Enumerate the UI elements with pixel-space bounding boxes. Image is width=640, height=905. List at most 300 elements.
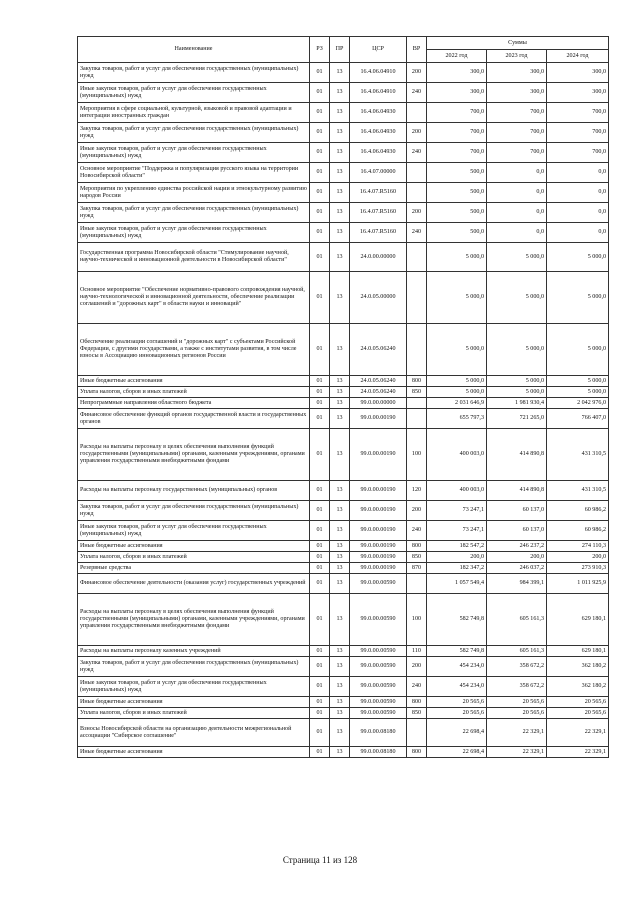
row-pr: 13 — [330, 324, 350, 376]
row-csr: 24.0.05.06240 — [350, 387, 407, 398]
header-rz: РЗ — [310, 37, 330, 63]
row-sum-2024: 274 110,3 — [547, 541, 609, 552]
row-csr: 99.0.00.00590 — [350, 594, 407, 646]
row-name: Государственная программа Новосибирской области "Стимулирование научной, научно-технической и инновационной деятельности в Новосибирской области" — [78, 243, 310, 272]
row-vr — [407, 103, 427, 123]
row-pr: 13 — [330, 123, 350, 143]
row-csr: 99.0.00.00190 — [350, 501, 407, 521]
table-row — [78, 646, 609, 657]
row-name: Иные бюджетные ассигнования — [78, 697, 310, 708]
row-sum-2022: 20 565,6 — [427, 697, 487, 708]
row-vr: 240 — [407, 83, 427, 103]
row-sum-2024: 431 310,5 — [547, 429, 609, 481]
row-sum-2024: 700,0 — [547, 123, 609, 143]
row-vr: 100 — [407, 429, 427, 481]
row-sum-2024: 22 329,1 — [547, 719, 609, 747]
row-pr: 13 — [330, 203, 350, 223]
row-sum-2022: 500,0 — [427, 203, 487, 223]
row-sum-2024: 60 986,2 — [547, 521, 609, 541]
row-sum-2022: 5 000,0 — [427, 243, 487, 272]
row-pr: 13 — [330, 747, 350, 758]
row-vr — [407, 719, 427, 747]
row-csr: 24.0.00.00000 — [350, 243, 407, 272]
row-sum-2024: 0,0 — [547, 203, 609, 223]
row-csr: 16.4.07.00000 — [350, 163, 407, 183]
row-vr — [407, 183, 427, 203]
row-pr: 13 — [330, 103, 350, 123]
row-name: Расходы на выплаты персоналу в целях обеспечения выполнения функций государственными (муниципальными) органами, казенными учреждениями, органами управления государственными внебюджетными фондами — [78, 594, 310, 646]
row-sum-2023: 700,0 — [487, 123, 547, 143]
row-pr: 13 — [330, 387, 350, 398]
row-vr: 850 — [407, 552, 427, 563]
row-pr: 13 — [330, 243, 350, 272]
row-vr: 800 — [407, 747, 427, 758]
row-rz: 01 — [310, 574, 330, 594]
budget-table — [77, 36, 609, 758]
row-name: Закупка товаров, работ и услуг для обеспечения государственных (муниципальных) нужд — [78, 63, 310, 83]
row-sum-2023: 200,0 — [487, 552, 547, 563]
row-name: Уплата налогов, сборов и иных платежей — [78, 552, 310, 563]
row-sum-2024: 5 000,0 — [547, 376, 609, 387]
row-csr: 16.4.06.04930 — [350, 103, 407, 123]
row-sum-2022: 400 003,0 — [427, 429, 487, 481]
row-sum-2023: 20 565,6 — [487, 697, 547, 708]
row-sum-2022: 182 547,2 — [427, 541, 487, 552]
row-sum-2023: 246 037,2 — [487, 563, 547, 574]
row-sum-2022: 5 000,0 — [427, 387, 487, 398]
row-name: Основное мероприятие "Поддержка и популяризация русского языка на территории Новосибирской области" — [78, 163, 310, 183]
row-pr: 13 — [330, 521, 350, 541]
table-row — [78, 563, 609, 574]
row-rz: 01 — [310, 409, 330, 429]
row-rz: 01 — [310, 143, 330, 163]
row-sum-2023: 20 565,6 — [487, 708, 547, 719]
row-name: Непрограммные направления областного бюджета — [78, 398, 310, 409]
row-rz: 01 — [310, 243, 330, 272]
row-name: Финансовое обеспечение функций органов государственной власти и государственных органов — [78, 409, 310, 429]
row-rz: 01 — [310, 103, 330, 123]
row-sum-2022: 454 234,0 — [427, 657, 487, 677]
row-pr: 13 — [330, 409, 350, 429]
row-sum-2024: 362 180,2 — [547, 677, 609, 697]
row-sum-2023: 358 672,2 — [487, 677, 547, 697]
header-year-2022: 2022 год — [427, 50, 487, 63]
row-name: Иные бюджетные ассигнования — [78, 747, 310, 758]
row-vr: 240 — [407, 223, 427, 243]
row-sum-2023: 414 890,8 — [487, 429, 547, 481]
row-csr: 16.4.06.04930 — [350, 123, 407, 143]
row-name: Мероприятия в сфере социальной, культурной, языковой и правовой адаптации и интеграции иностранных граждан — [78, 103, 310, 123]
row-pr: 13 — [330, 272, 350, 324]
row-rz: 01 — [310, 324, 330, 376]
table-body — [78, 63, 609, 758]
row-pr: 13 — [330, 223, 350, 243]
header-sums: Суммы — [427, 37, 609, 50]
row-sum-2023: 414 890,8 — [487, 481, 547, 501]
row-sum-2024: 0,0 — [547, 163, 609, 183]
row-csr: 99.0.00.00190 — [350, 552, 407, 563]
row-pr: 13 — [330, 594, 350, 646]
row-pr: 13 — [330, 398, 350, 409]
row-sum-2022: 655 797,3 — [427, 409, 487, 429]
row-name: Основное мероприятие "Обеспечение нормативно-правового сопровождения научной, научно-технологической и инновационной деятельности, обеспечение реализации соглашений и "дорожных карт" в области науки и инноваций" — [78, 272, 310, 324]
row-name: Обеспечение реализации соглашений и "дорожных карт" с субъектами Российской Федерации, с другими государствами, а также с институтами развития, в том числе взносы в Ассоциацию инновационных регионов России — [78, 324, 310, 376]
row-sum-2023: 0,0 — [487, 223, 547, 243]
row-rz: 01 — [310, 398, 330, 409]
row-vr: 240 — [407, 143, 427, 163]
row-sum-2023: 5 000,0 — [487, 272, 547, 324]
row-rz: 01 — [310, 203, 330, 223]
row-sum-2023: 984 399,1 — [487, 574, 547, 594]
row-sum-2022: 22 698,4 — [427, 719, 487, 747]
row-pr: 13 — [330, 63, 350, 83]
row-sum-2024: 20 565,6 — [547, 697, 609, 708]
row-vr: 100 — [407, 594, 427, 646]
row-name: Расходы на выплаты персоналу казенных учреждений — [78, 646, 310, 657]
row-csr: 99.0.00.08180 — [350, 719, 407, 747]
row-sum-2024: 5 000,0 — [547, 272, 609, 324]
row-name: Иные закупки товаров, работ и услуг для обеспечения государственных (муниципальных) нужд — [78, 223, 310, 243]
row-csr: 16.4.06.04910 — [350, 63, 407, 83]
row-pr: 13 — [330, 501, 350, 521]
table-row — [78, 521, 609, 541]
row-vr — [407, 324, 427, 376]
header-year-2023: 2023 год — [487, 50, 547, 63]
row-sum-2022: 700,0 — [427, 103, 487, 123]
row-sum-2022: 200,0 — [427, 552, 487, 563]
row-rz: 01 — [310, 501, 330, 521]
row-vr: 850 — [407, 708, 427, 719]
row-sum-2022: 582 749,8 — [427, 646, 487, 657]
row-sum-2024: 0,0 — [547, 183, 609, 203]
row-rz: 01 — [310, 677, 330, 697]
row-sum-2022: 500,0 — [427, 223, 487, 243]
row-sum-2022: 582 749,8 — [427, 594, 487, 646]
row-sum-2022: 700,0 — [427, 143, 487, 163]
table-row — [78, 541, 609, 552]
row-csr: 24.0.05.00000 — [350, 272, 407, 324]
row-sum-2023: 22 329,1 — [487, 747, 547, 758]
row-sum-2023: 5 000,0 — [487, 376, 547, 387]
row-rz: 01 — [310, 521, 330, 541]
row-vr: 800 — [407, 697, 427, 708]
row-csr: 16.4.07.R5160 — [350, 203, 407, 223]
row-sum-2023: 246 237,2 — [487, 541, 547, 552]
row-rz: 01 — [310, 552, 330, 563]
row-name: Взносы Новосибирской области на организацию деятельности межрегиональной ассоциации "Сибирское соглашение" — [78, 719, 310, 747]
row-sum-2022: 700,0 — [427, 123, 487, 143]
row-rz: 01 — [310, 541, 330, 552]
row-sum-2024: 200,0 — [547, 552, 609, 563]
table-row — [78, 123, 609, 143]
row-pr: 13 — [330, 657, 350, 677]
row-rz: 01 — [310, 481, 330, 501]
row-sum-2022: 73 247,1 — [427, 521, 487, 541]
row-sum-2023: 300,0 — [487, 63, 547, 83]
table-row — [78, 708, 609, 719]
row-vr: 200 — [407, 123, 427, 143]
table-row — [78, 143, 609, 163]
row-sum-2024: 362 180,2 — [547, 657, 609, 677]
row-sum-2024: 629 180,1 — [547, 594, 609, 646]
row-pr: 13 — [330, 429, 350, 481]
row-csr: 16.4.06.04910 — [350, 83, 407, 103]
row-rz: 01 — [310, 223, 330, 243]
table-row — [78, 501, 609, 521]
row-rz: 01 — [310, 63, 330, 83]
row-name: Финансовое обеспечение деятельности (оказания услуг) государственных учреждений — [78, 574, 310, 594]
row-vr: 240 — [407, 521, 427, 541]
table-row — [78, 203, 609, 223]
header-pr: ПР — [330, 37, 350, 63]
header-csr: ЦСР — [350, 37, 407, 63]
row-sum-2024: 0,0 — [547, 223, 609, 243]
table-row — [78, 747, 609, 758]
table-row — [78, 387, 609, 398]
row-rz: 01 — [310, 563, 330, 574]
table-row — [78, 657, 609, 677]
header-year-2024: 2024 год — [547, 50, 609, 63]
row-name: Резервные средства — [78, 563, 310, 574]
row-name: Закупка товаров, работ и услуг для обеспечения государственных (муниципальных) нужд — [78, 123, 310, 143]
row-csr: 99.0.00.00190 — [350, 541, 407, 552]
row-sum-2022: 20 565,6 — [427, 708, 487, 719]
row-rz: 01 — [310, 697, 330, 708]
row-sum-2024: 431 310,5 — [547, 481, 609, 501]
row-csr: 24.0.05.06240 — [350, 376, 407, 387]
row-pr: 13 — [330, 481, 350, 501]
row-sum-2022: 73 247,1 — [427, 501, 487, 521]
row-rz: 01 — [310, 163, 330, 183]
row-name: Иные бюджетные ассигнования — [78, 541, 310, 552]
row-name: Расходы на выплаты персоналу государственных (муниципальных) органов — [78, 481, 310, 501]
table-row — [78, 223, 609, 243]
table-row — [78, 677, 609, 697]
row-sum-2024: 5 000,0 — [547, 243, 609, 272]
row-name: Мероприятия по укреплению единства российской нации и этнокультурному развитию народов России — [78, 183, 310, 203]
row-sum-2023: 0,0 — [487, 203, 547, 223]
row-sum-2024: 300,0 — [547, 63, 609, 83]
row-sum-2024: 273 910,3 — [547, 563, 609, 574]
table-row — [78, 697, 609, 708]
table-row — [78, 324, 609, 376]
row-name: Закупка товаров, работ и услуг для обеспечения государственных (муниципальных) нужд — [78, 657, 310, 677]
row-rz: 01 — [310, 747, 330, 758]
row-rz: 01 — [310, 183, 330, 203]
table-row — [78, 719, 609, 747]
row-sum-2022: 22 698,4 — [427, 747, 487, 758]
row-vr — [407, 574, 427, 594]
table-row — [78, 594, 609, 646]
row-rz: 01 — [310, 387, 330, 398]
table-row — [78, 243, 609, 272]
row-pr: 13 — [330, 143, 350, 163]
row-name: Уплата налогов, сборов и иных платежей — [78, 387, 310, 398]
table-row — [78, 574, 609, 594]
table-row — [78, 409, 609, 429]
header-vr: ВР — [407, 37, 427, 63]
row-pr: 13 — [330, 83, 350, 103]
row-sum-2023: 5 000,0 — [487, 243, 547, 272]
row-name: Иные закупки товаров, работ и услуг для обеспечения государственных (муниципальных) нужд — [78, 143, 310, 163]
page-footer: Страница 11 из 128 — [282, 855, 358, 865]
row-sum-2024: 5 000,0 — [547, 387, 609, 398]
row-name: Иные закупки товаров, работ и услуг для обеспечения государственных (муниципальных) нужд — [78, 521, 310, 541]
row-sum-2023: 60 137,0 — [487, 521, 547, 541]
row-sum-2024: 766 407,0 — [547, 409, 609, 429]
row-vr: 240 — [407, 677, 427, 697]
row-sum-2023: 605 161,3 — [487, 594, 547, 646]
row-pr: 13 — [330, 183, 350, 203]
table-row — [78, 429, 609, 481]
row-sum-2022: 5 000,0 — [427, 272, 487, 324]
row-sum-2023: 300,0 — [487, 83, 547, 103]
row-rz: 01 — [310, 376, 330, 387]
row-vr: 800 — [407, 376, 427, 387]
row-vr: 870 — [407, 563, 427, 574]
row-rz: 01 — [310, 123, 330, 143]
table-row — [78, 272, 609, 324]
row-csr: 99.0.00.00590 — [350, 697, 407, 708]
row-rz: 01 — [310, 657, 330, 677]
row-pr: 13 — [330, 708, 350, 719]
row-pr: 13 — [330, 563, 350, 574]
row-sum-2024: 300,0 — [547, 83, 609, 103]
table-row — [78, 183, 609, 203]
row-sum-2022: 5 000,0 — [427, 376, 487, 387]
row-pr: 13 — [330, 552, 350, 563]
row-rz: 01 — [310, 646, 330, 657]
row-name: Уплата налогов, сборов и иных платежей — [78, 708, 310, 719]
row-sum-2022: 2 031 646,9 — [427, 398, 487, 409]
row-sum-2024: 22 329,1 — [547, 747, 609, 758]
table-row — [78, 376, 609, 387]
row-sum-2022: 182 347,2 — [427, 563, 487, 574]
row-vr: 200 — [407, 657, 427, 677]
row-pr: 13 — [330, 646, 350, 657]
row-rz: 01 — [310, 594, 330, 646]
row-sum-2022: 454 234,0 — [427, 677, 487, 697]
row-csr: 99.0.00.00590 — [350, 708, 407, 719]
row-sum-2023: 22 329,1 — [487, 719, 547, 747]
row-name: Закупка товаров, работ и услуг для обеспечения государственных (муниципальных) нужд — [78, 501, 310, 521]
row-rz: 01 — [310, 429, 330, 481]
row-name: Расходы на выплаты персоналу в целях обеспечения выполнения функций государственными (муниципальными) органами, казенными учреждениями, органами управления государственными внебюджетными фондами — [78, 429, 310, 481]
row-sum-2023: 60 137,0 — [487, 501, 547, 521]
row-sum-2023: 0,0 — [487, 183, 547, 203]
table-row — [78, 552, 609, 563]
row-csr: 24.0.05.06240 — [350, 324, 407, 376]
table-row — [78, 163, 609, 183]
table-row — [78, 83, 609, 103]
row-sum-2023: 5 000,0 — [487, 387, 547, 398]
row-csr: 99.0.00.00190 — [350, 409, 407, 429]
row-vr: 200 — [407, 501, 427, 521]
row-sum-2023: 5 000,0 — [487, 324, 547, 376]
row-sum-2022: 500,0 — [427, 163, 487, 183]
row-csr: 99.0.00.00190 — [350, 429, 407, 481]
row-vr: 120 — [407, 481, 427, 501]
row-rz: 01 — [310, 272, 330, 324]
row-csr: 99.0.00.00190 — [350, 563, 407, 574]
header-name: Наименование — [78, 37, 310, 63]
row-sum-2024: 20 565,6 — [547, 708, 609, 719]
row-sum-2024: 5 000,0 — [547, 324, 609, 376]
row-sum-2023: 700,0 — [487, 103, 547, 123]
row-sum-2022: 300,0 — [427, 83, 487, 103]
row-name: Иные закупки товаров, работ и услуг для обеспечения государственных (муниципальных) нужд — [78, 83, 310, 103]
row-sum-2022: 400 003,0 — [427, 481, 487, 501]
row-csr: 16.4.07.R5160 — [350, 223, 407, 243]
table-row — [78, 63, 609, 83]
row-csr: 99.0.00.00190 — [350, 481, 407, 501]
row-csr: 99.0.00.00590 — [350, 677, 407, 697]
header-row — [78, 37, 609, 50]
row-pr: 13 — [330, 376, 350, 387]
row-vr — [407, 163, 427, 183]
row-pr: 13 — [330, 719, 350, 747]
row-sum-2023: 1 981 930,4 — [487, 398, 547, 409]
row-rz: 01 — [310, 708, 330, 719]
row-sum-2024: 700,0 — [547, 103, 609, 123]
row-vr: 800 — [407, 541, 427, 552]
row-csr: 99.0.00.00000 — [350, 398, 407, 409]
row-sum-2022: 500,0 — [427, 183, 487, 203]
row-sum-2023: 0,0 — [487, 163, 547, 183]
row-vr — [407, 272, 427, 324]
row-csr: 99.0.00.00590 — [350, 574, 407, 594]
row-sum-2024: 629 180,1 — [547, 646, 609, 657]
row-vr — [407, 409, 427, 429]
row-name: Закупка товаров, работ и услуг для обеспечения государственных (муниципальных) нужд — [78, 203, 310, 223]
row-pr: 13 — [330, 574, 350, 594]
row-csr: 99.0.00.08180 — [350, 747, 407, 758]
row-sum-2023: 700,0 — [487, 143, 547, 163]
row-csr: 99.0.00.00590 — [350, 657, 407, 677]
table-row — [78, 481, 609, 501]
table-row — [78, 103, 609, 123]
row-sum-2022: 1 057 549,4 — [427, 574, 487, 594]
row-sum-2023: 605 161,3 — [487, 646, 547, 657]
row-pr: 13 — [330, 163, 350, 183]
row-csr: 16.4.07.R5160 — [350, 183, 407, 203]
row-sum-2023: 721 265,0 — [487, 409, 547, 429]
row-sum-2024: 700,0 — [547, 143, 609, 163]
row-pr: 13 — [330, 541, 350, 552]
row-name: Иные бюджетные ассигнования — [78, 376, 310, 387]
row-name: Иные закупки товаров, работ и услуг для обеспечения государственных (муниципальных) нужд — [78, 677, 310, 697]
table-row — [78, 398, 609, 409]
row-sum-2024: 1 011 925,9 — [547, 574, 609, 594]
row-vr: 200 — [407, 63, 427, 83]
row-vr: 110 — [407, 646, 427, 657]
row-vr — [407, 398, 427, 409]
row-pr: 13 — [330, 697, 350, 708]
row-sum-2024: 2 042 976,0 — [547, 398, 609, 409]
row-sum-2023: 358 672,2 — [487, 657, 547, 677]
row-vr: 200 — [407, 203, 427, 223]
row-csr: 99.0.00.00190 — [350, 521, 407, 541]
row-csr: 99.0.00.00590 — [350, 646, 407, 657]
row-sum-2024: 60 986,2 — [547, 501, 609, 521]
row-vr — [407, 243, 427, 272]
row-sum-2022: 300,0 — [427, 63, 487, 83]
row-rz: 01 — [310, 719, 330, 747]
row-vr: 850 — [407, 387, 427, 398]
row-sum-2022: 5 000,0 — [427, 324, 487, 376]
row-csr: 16.4.06.04930 — [350, 143, 407, 163]
row-pr: 13 — [330, 677, 350, 697]
